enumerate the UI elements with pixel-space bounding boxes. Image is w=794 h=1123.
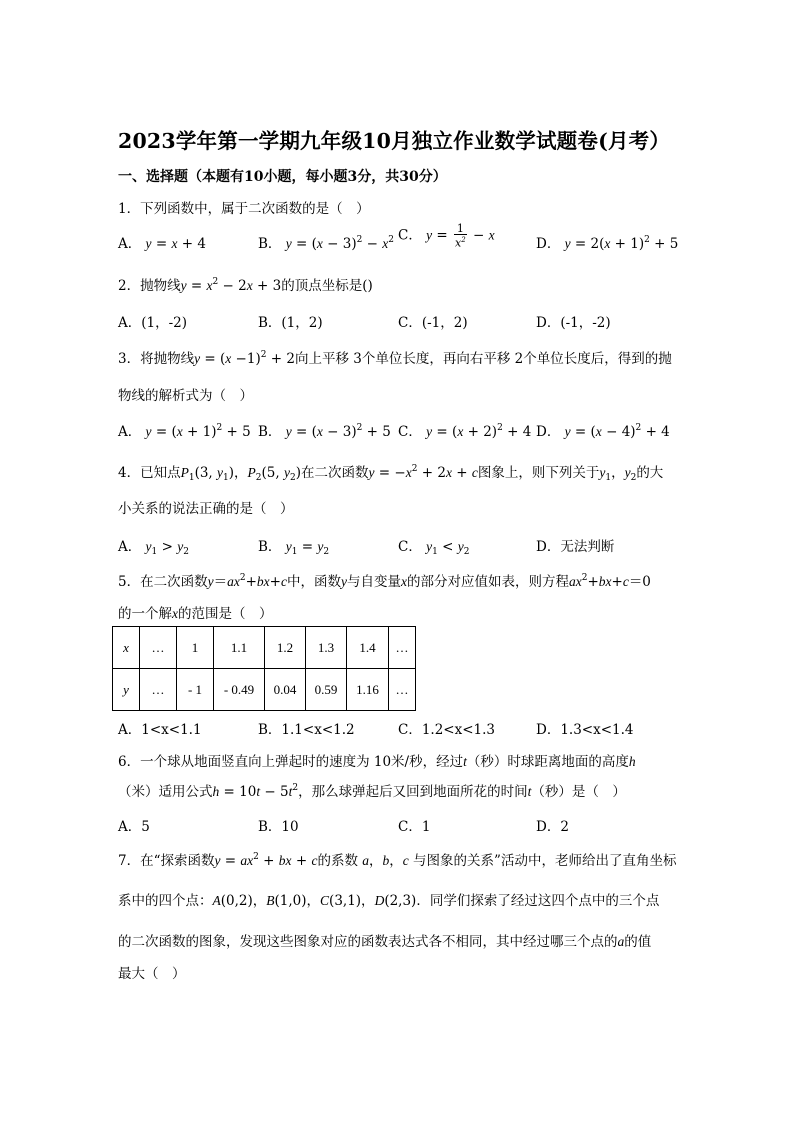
- option-d: D．无法判断: [536, 539, 615, 555]
- question-6-stem: 6．一个球从地面竖直向上弹起时的速度为 10米/秒，经过t（秒）时球距离地面的高度h: [118, 754, 636, 770]
- option-b: B． $y = (x - 3)^2 - x^2$: [258, 235, 395, 252]
- option-b: B． $y_1 = y_2$: [258, 539, 330, 557]
- question-7-stem-line2: 系中的四个点：A(0,2)，B(1,0)，C(3,1)，D(2,3)．同学们探索了经过这四个点中的三个点: [118, 893, 660, 909]
- option-c: C．(-1，2): [398, 315, 468, 331]
- option-c: C． y = $\frac{1}{x^2}$ − x: [398, 222, 495, 250]
- option-a: A．(1，-2): [118, 315, 188, 331]
- table-row-x: [113, 627, 416, 669]
- option-a: A． $y = (x + 1)^2 + 5$: [118, 423, 251, 440]
- option-c: C．1.2<x<1.3: [398, 722, 496, 738]
- option-c: C． $y_1 < y_2$: [398, 539, 470, 557]
- value-table: [112, 626, 416, 711]
- option-a: A．1<x<1.1: [118, 722, 202, 738]
- question-5-stem: 5．在二次函数$y=ax^2+bx+c$中，函数y与自变量x的部分对应值如表，则方程$ax^2+bx+c=0$: [118, 573, 651, 590]
- table-cell: 1.16: [347, 669, 389, 711]
- question-3-stem: 3．将抛物线$y = (x -1)^2 + 2$向上平移 3个单位长度，再向右平移 2个单位长度后，得到的抛: [118, 350, 672, 367]
- question-6-stem-line2: （米）适用公式$h = 10t - 5t^2$，那么球弹起后又回到地面所花的时间t（秒）是（ ）: [118, 783, 626, 800]
- question-2-stem: 2．抛物线$y = x^2 - 2x + 3$的顶点坐标是(): [118, 277, 373, 294]
- table-cell: 0.04: [265, 669, 306, 711]
- question-1-options: [118, 222, 679, 252]
- question-1-stem: 1．下列函数中，属于二次函数的是（ ）: [118, 201, 370, 217]
- table-cell: - 1: [177, 669, 214, 711]
- option-b: B．1.1<x<1.2: [258, 722, 355, 738]
- table-row-y: [113, 669, 416, 711]
- question-3-options: [118, 420, 678, 440]
- option-c: C．1: [398, 819, 431, 835]
- table-cell: 1: [177, 627, 214, 669]
- table-cell: 1.2: [265, 627, 306, 669]
- table-cell: x: [113, 627, 140, 669]
- table-cell: …: [140, 669, 177, 711]
- option-b: B．(1，2): [258, 315, 323, 331]
- option-b: B．10: [258, 819, 299, 835]
- option-d: D．1.3<x<1.4: [536, 722, 634, 738]
- question-7-stem: 7．在“探索函数$y = ax^2$ + bx + c的系数 a，b，c 与图象的关系”活动中，老师给出了直角坐标: [118, 852, 677, 869]
- table-cell: …: [389, 627, 416, 669]
- option-c: C． $y = (x + 2)^2 + 4$: [398, 423, 532, 440]
- option-d: D．(-1，-2): [536, 315, 611, 331]
- option-d: D． $y = 2(x + 1)^2 + 5$: [536, 235, 679, 252]
- option-d: D．2: [536, 819, 569, 835]
- question-4-stem: 4．已知点$P_1(3$, $y_1$)，$P_2(5$, $y_2$)在二次函数$y = -x^2 + 2x + c$图象上，则下列关于$y_1$，$y_2$的大: [118, 464, 664, 483]
- option-d: D． $y = (x - 4)^2 + 4$: [536, 423, 670, 440]
- table-cell: 0.59: [306, 669, 347, 711]
- question-2-options: [118, 311, 678, 331]
- question-4-stem-line2: 小关系的说法正确的是（ ）: [118, 501, 294, 517]
- question-4-options: [118, 535, 678, 555]
- table-cell: 1.4: [347, 627, 389, 669]
- question-3-stem-line2: 物线的解析式为（ ）: [118, 388, 253, 404]
- table-cell: 1.3: [306, 627, 347, 669]
- question-6-options: [118, 815, 678, 835]
- question-7-stem-line3: 的二次函数的图象，发现这些图象对应的函数表达式各不相同，其中经过哪三个点的a的值: [118, 934, 652, 950]
- option-a: A． $y_1 > y_2$: [118, 539, 189, 557]
- question-5-stem-line2: 的一个解x的范围是（ ）: [118, 606, 273, 622]
- table-cell: …: [389, 669, 416, 711]
- table-cell: y: [113, 669, 140, 711]
- section-heading: 一、选择题（本题有10小题，每小题3分，共30分）: [118, 169, 447, 185]
- page-title: 2023学年第一学期九年级10月独立作业数学试题卷(月考）: [118, 129, 671, 153]
- option-a: A．5: [118, 819, 150, 835]
- table-cell: 1.1: [214, 627, 265, 669]
- option-a: A． y = x + 4: [118, 236, 206, 252]
- table-cell: - 0.49: [214, 669, 265, 711]
- option-b: B． $y = (x - 3)^2 + 5$: [258, 423, 391, 440]
- table-cell: …: [140, 627, 177, 669]
- question-7-stem-line4: 最大（ ）: [118, 966, 186, 982]
- question-5-options: [118, 718, 678, 738]
